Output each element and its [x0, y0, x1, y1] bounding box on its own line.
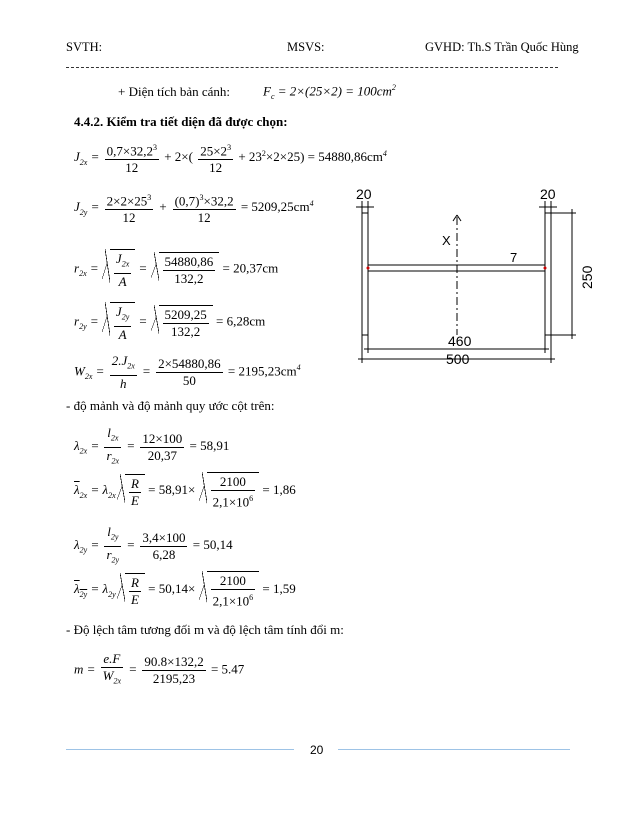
flange-area-formula: $F_c = 2\times(25\times 2) = 100cm^2$: [263, 83, 396, 101]
eccentricity-label: - Độ lệch tâm tương đối m và độ lệch tâm tính đổi m:: [66, 622, 344, 637]
equation-r2y: $r_{2y}$ = $\frac{J_{2y}}{A}$ = $\frac{5209,25}{132,2}$ = 6,28cm: [74, 304, 266, 342]
dim-web: 7: [510, 250, 518, 265]
header-divider: [66, 67, 558, 68]
equation-lambda-2x: $\lambda_{2x}$ = $\frac{l_{2x}}{r_{2x}}$ = $\frac{12\times 100}{20,37}$ = 58,91: [74, 425, 230, 466]
equation-r2x: $r_{2x}$ = $\frac{J_{2x}}{A}$ = $\frac{54880,86}{132,2}$ = 20,37cm: [74, 251, 279, 289]
header-msvs: MSVS:: [287, 40, 325, 54]
footer-line-right: [338, 749, 570, 750]
page-number: 20: [310, 743, 324, 757]
left-flange: [362, 213, 368, 335]
equation-lambda-bar-2y: $\overline{\lambda}_{2y} = \lambda_{2y}$ $\frac{R}{E}$ = 50,14× $\frac{2100}{2,1\times 10^6}$ = 1,59: [74, 573, 296, 609]
equation-j2y: $J_{2y}$ = $\frac{2\times 2\times 25^3}{12}$ + $\frac{(0,7)^3\times 32,2}{12}$ = $5209,25cm^4$: [74, 190, 314, 226]
right-flange: [545, 213, 551, 335]
axis-label: X: [442, 233, 451, 248]
dim-height: 250: [579, 265, 595, 289]
dim-total: 500: [446, 351, 470, 365]
equation-j2x: $J_{2x}$ = $\frac{0,7\times 32,2^3}{12}$ + 2×( $\frac{25\times 2^3}{12}$ + $23^2\times 2\times 25) = 54880,86cm^4$: [74, 140, 387, 176]
section-heading: 4.4.2. Kiểm tra tiết diện đã được chọn:: [74, 114, 288, 129]
equation-w2x: $W_{2x}$ = $\frac{2.J_{2x}}{h}$ = $\frac{2\times 54880,86}{50}$ = $2195,23cm^4$: [74, 353, 301, 391]
equation-m: m = $\frac{e.F}{W_{2x}}$ = $\frac{90.8\times 132,2}{2195,23}$ = 5.47: [74, 651, 245, 686]
dim-inner: 460: [448, 333, 472, 349]
dim-right-flange: 20: [540, 186, 556, 202]
header-svth: SVTH:: [66, 40, 103, 54]
equation-lambda-bar-2x: $\overline{\lambda}_{2x} = \lambda_{2x}$ $\frac{R}{E}$ = 58,91× $\frac{2100}{2,1\times 10^6}$ = 1,86: [74, 474, 296, 510]
dim-left-flange: 20: [356, 186, 372, 202]
header-gvhd: GVHD: Th.S Trần Quốc Hùng: [425, 40, 579, 54]
flange-area-label: + Diện tích bản cánh:: [118, 84, 231, 99]
slenderness-label: - độ mảnh và độ mảnh quy ước cột trên:: [66, 398, 275, 413]
equation-lambda-2y: $\lambda_{2y}$ = $\frac{l_{2y}}{r_{2y}}$ = $\frac{3,4\times 100}{6,28}$ = 50,14: [74, 524, 233, 565]
footer-line-left: [66, 749, 294, 750]
i-section-diagram: [340, 185, 600, 365]
